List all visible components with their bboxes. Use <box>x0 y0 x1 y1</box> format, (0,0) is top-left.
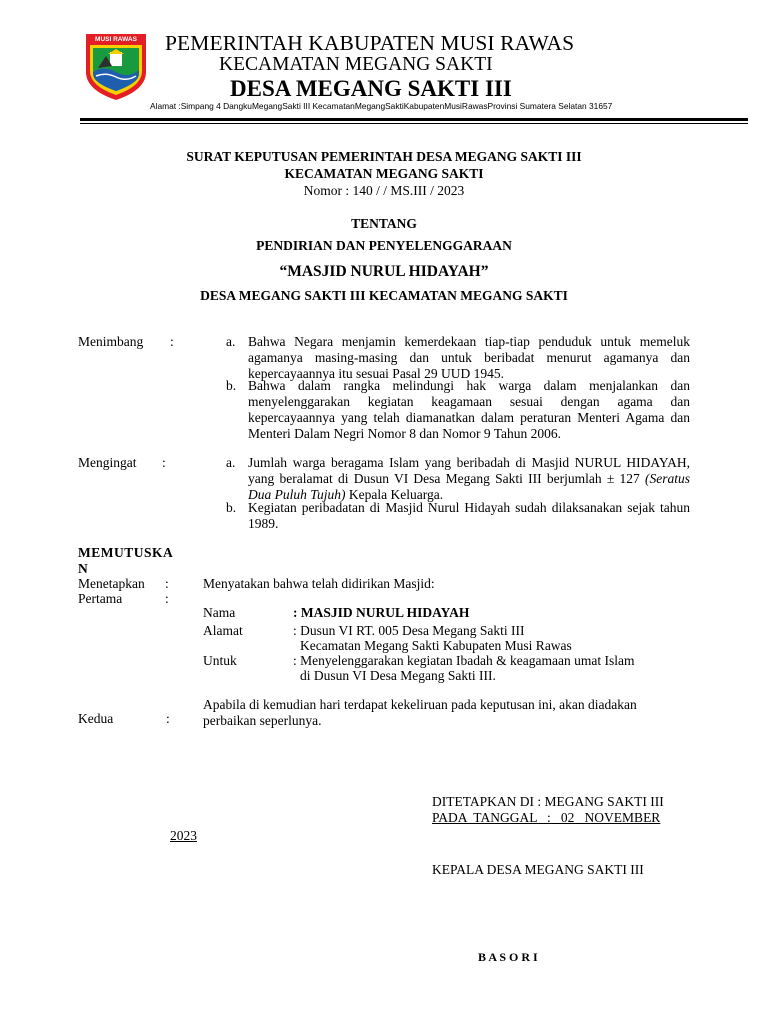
signature-year: 2023 <box>170 828 197 843</box>
pertama-colon: : <box>165 591 169 606</box>
decree-number: Nomor : 140 / / MS.III / 2023 <box>303 183 465 198</box>
menimbang-colon: : <box>170 334 174 349</box>
untuk-value-line-1: : Menyelenggarakan kegiatan Ibadah & keagamaan umat Islam <box>293 653 635 668</box>
menimbang-label: Menimbang <box>78 334 144 349</box>
mengingat-label: Mengingat <box>78 455 137 470</box>
mengingat-item-a-italic: (Seratus Dua Puluh Tujuh) <box>248 471 690 502</box>
mengingat-item-a-part-1: Jumlah warga beragama Islam yang beribadah di Masjid NURUL HIDAYAH, yang beralamat di Dusun VI Desa Megang Sakti III berjumlah ± 127 <box>248 455 690 486</box>
pertama-label: Pertama <box>78 591 123 606</box>
nama-value: : MASJID NURUL HIDAYAH <box>293 605 470 620</box>
mengingat-item-a-text <box>248 455 690 503</box>
memutuskan-label-line-1: MEMUTUSKA <box>78 545 174 560</box>
logo-text: MUSI RAWAS <box>95 36 137 43</box>
alamat-value-line-1: : Dusun VI RT. 005 Desa Megang Sakti III <box>293 623 525 638</box>
letterhead-address: Alamat :Simpang 4 DangkuMegangSakti III KecamatanMegangSaktiKabupatenMusiRawasProvinsi Sumatera Selatan 31657 <box>150 101 613 111</box>
letterhead-line-2: KECAMATAN MEGANG SAKTI <box>219 54 493 75</box>
mengingat-item-a-marker: a. <box>226 455 236 470</box>
mengingat-item-b-marker: b. <box>226 500 237 515</box>
signatory-position: KEPALA DESA MEGANG SAKTI III <box>432 862 644 877</box>
regency-logo <box>84 32 148 102</box>
alamat-value-line-2: Kecamatan Megang Sakti Kabupaten Musi Rawas <box>300 638 572 653</box>
decree-title: SURAT KEPUTUSAN PEMERINTAH DESA MEGANG SAKTI III <box>186 149 582 164</box>
letterhead-line-1: PEMERINTAH KABUPATEN MUSI RAWAS <box>165 31 575 55</box>
menetapkan-colon: : <box>165 576 169 591</box>
menimbang-item-b-text: Bahwa dalam rangka melindungi hak warga dalam menjalankan dan menyelenggarakan kegiatan keagamaan sesuai dengan agama dan kepercayaannya yang telah diamanatkan dalam peraturan Menteri Agama dan Menteri Dalam Negri Nomor 8 dan Nomor 9 Tahun 2006. <box>248 378 690 441</box>
subject-mosque-name: “MASJID NURUL HIDAYAH” <box>279 263 489 280</box>
signatory-name: B A S O R I <box>478 950 538 964</box>
kedua-label: Kedua <box>78 711 114 726</box>
menimbang-item-a-marker: a. <box>226 334 236 349</box>
untuk-value-line-2: di Dusun VI Desa Megang Sakti III. <box>300 668 496 683</box>
ditetapkan-di: DITETAPKAN DI : MEGANG SAKTI III <box>432 794 664 809</box>
nama-label: Nama <box>203 605 236 620</box>
memutuskan-label-line-2: N <box>78 561 88 576</box>
pada-tanggal: PADA TANGGAL : 02 NOVEMBER <box>432 810 661 825</box>
letterhead-rule-thick <box>80 118 748 121</box>
subject-line-3: DESA MEGANG SAKTI III KECAMATAN MEGANG SAKTI <box>200 288 568 303</box>
tentang-heading: TENTANG <box>351 216 417 231</box>
letterhead-village-name: DESA MEGANG SAKTI III <box>230 76 512 101</box>
subject-line-1: PENDIRIAN DAN PENYELENGGARAAN <box>256 238 512 253</box>
kedua-text: Apabila di kemudian hari terdapat kekeliruan pada keputusan ini, akan diadakan perbaikan seperlunya. <box>203 697 637 728</box>
menimbang-item-b-marker: b. <box>226 378 237 393</box>
menetapkan-label: Menetapkan <box>78 576 145 591</box>
menimbang-item-a-text: Bahwa Negara menjamin kemerdekaan tiap-tiap penduduk untuk memeluk agamanya masing-masing dan untuk beribadat menurut agamanya dan kepercayaannya itu sesuai Pasal 29 UUD 1945. <box>248 334 690 381</box>
mengingat-item-b-text: Kegiatan peribadatan di Masjid Nurul Hidayah sudah dilaksanakan sejak tahun 1989. <box>248 500 690 531</box>
mengingat-item-a-part-2: Kepala Keluarga. <box>348 487 444 502</box>
letterhead-rule-thin <box>80 123 748 124</box>
kedua-colon: : <box>166 711 170 726</box>
decree-subtitle: KECAMATAN MEGANG SAKTI <box>284 166 484 181</box>
alamat-label: Alamat <box>203 623 243 638</box>
untuk-label: Untuk <box>203 653 237 668</box>
mengingat-colon: : <box>162 455 166 470</box>
pertama-statement: Menyatakan bahwa telah didirikan Masjid: <box>203 576 435 591</box>
